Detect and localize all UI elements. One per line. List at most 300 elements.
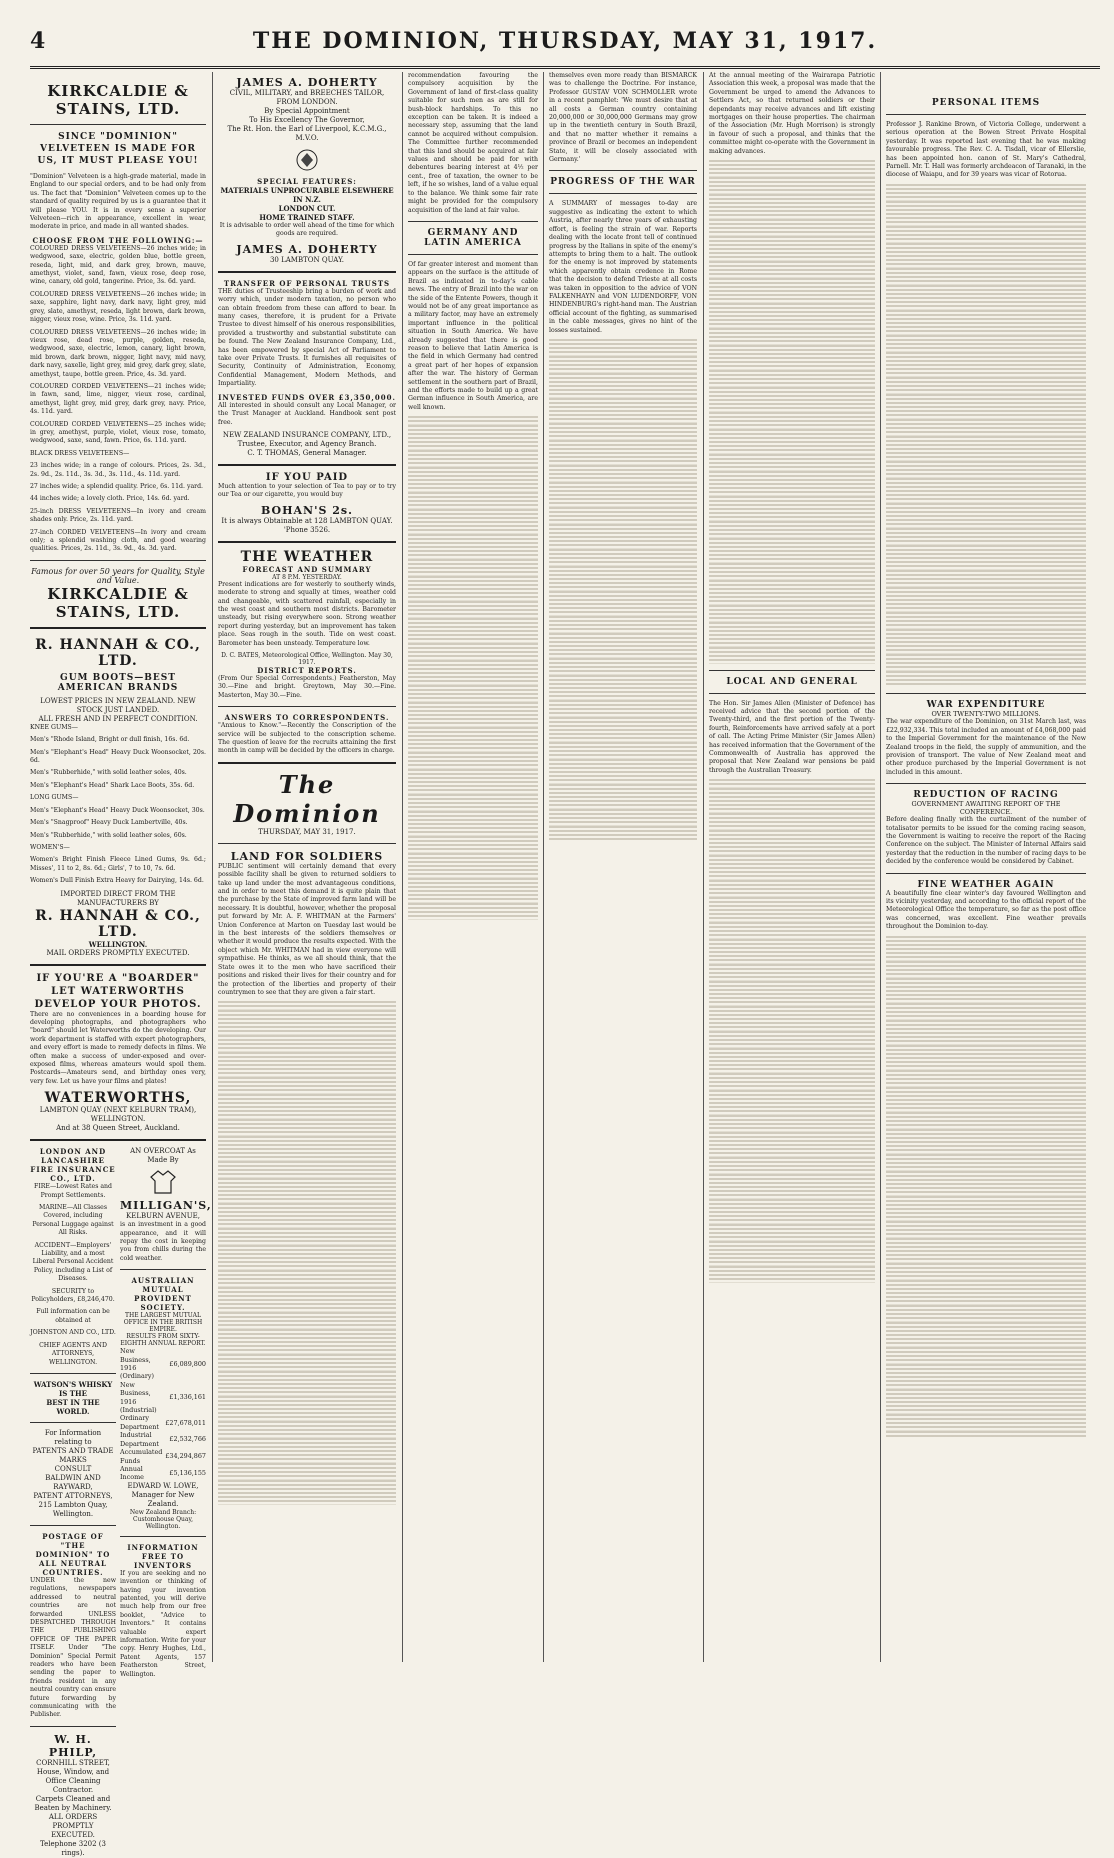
text-line — [709, 294, 875, 302]
text-line — [886, 1414, 1086, 1422]
text-line — [886, 1322, 1086, 1330]
page-number: 4 — [30, 28, 46, 54]
column-rule — [402, 72, 403, 1662]
text-line — [709, 1073, 875, 1081]
text-line — [408, 534, 538, 542]
divider — [886, 693, 1086, 694]
text-line — [549, 775, 697, 783]
text-line — [709, 496, 875, 504]
text-line — [886, 326, 1086, 334]
text-line — [886, 268, 1086, 276]
text-line — [709, 210, 875, 218]
text-line — [408, 458, 538, 466]
local-text: The Hon. Sir James Allen (Minister of Defence) has received advice that the second portion of the Twenty-third, and the first portion of the Twenty-fourth, Reinforcements have arrived safely at a port of call. The Acting Prime Minister (Sir James Allen) has received information that the Government of the Commonwealth of Australia has approved the proposal that New Zealand war pensions be paid through the Australian Treasury. — [709, 699, 875, 774]
text-line — [709, 185, 875, 193]
text-line — [709, 278, 875, 286]
text-line — [709, 202, 875, 210]
text-line — [218, 1471, 396, 1479]
district-title: DISTRICT REPORTS. — [257, 665, 357, 675]
text-line — [886, 301, 1086, 309]
masthead — [30, 24, 1100, 69]
text-line — [218, 1136, 396, 1144]
article-continuation — [886, 936, 1086, 1439]
text-line — [886, 978, 1086, 986]
text-line — [218, 1119, 396, 1127]
text-line — [549, 515, 697, 523]
kirkcaldie-item: 23 inches wide; in a range of colours. Prices, 2s. 3d., 2s. 9d., 2s. 11d., 3s. 3d., 3s. 11d., 4s. 11d. yard. — [30, 462, 206, 478]
expenditure-text: The war expenditure of the Dominion, on 31st March last, was £22,932,334. This total included an amount of £4,068,000 paid to the Imperial Government for the maintenance of the New Zealand troops in the field, the supply of ammunition, and the provision of transport. The value of New Zealand meat and other produce purchased by the Imperial Government is not included in this amount. — [886, 718, 1086, 776]
text-line — [408, 450, 538, 458]
racing-subtitle: GOVERNMENT AWAITING REPORT OF THE CONFERENCE. — [911, 800, 1061, 817]
text-line — [886, 1078, 1086, 1086]
hannah-item: Men's "Rhode Island, Bright or dull finish, 16s. 6d. — [30, 736, 190, 744]
text-line — [549, 507, 697, 515]
weather-title: THE WEATHER — [240, 548, 374, 565]
text-line — [886, 1003, 1086, 1011]
text-line — [709, 345, 875, 353]
text-line — [549, 834, 697, 842]
text-line — [549, 826, 697, 834]
text-line — [886, 1204, 1086, 1212]
text-line — [886, 961, 1086, 969]
text-line — [408, 853, 538, 861]
text-line — [886, 587, 1086, 595]
text-line — [886, 394, 1086, 402]
text-line — [886, 251, 1086, 259]
text-line — [218, 1211, 396, 1219]
page-title: THE DOMINION, THURSDAY, MAY 31, 1917. — [252, 28, 878, 54]
text-line — [408, 836, 538, 844]
kirkcaldie-item-list — [30, 245, 206, 554]
text-line — [886, 1171, 1086, 1179]
text-line — [886, 1397, 1086, 1405]
text-line — [549, 364, 697, 372]
text-line — [886, 217, 1086, 225]
text-line — [886, 1028, 1086, 1036]
fine-weather-text: A beautifully fine clear winter's day favoured Wellington and its vicinity yesterday, and according to the official report of the Meteorological Office the temperature, so far as the post office was concerned, was excellent. Fine weather prevails throughout the Dominion to-day. — [886, 889, 1086, 931]
expenditure-title: WAR EXPENDITURE — [926, 700, 1046, 711]
hannah-item: Men's "Elephant's Head" Shark Lace Boots, 35s. 6d. — [30, 781, 195, 789]
text-line — [709, 554, 875, 562]
philp-title: W. H. PHILP, — [48, 1732, 98, 1759]
text-line — [709, 1098, 875, 1106]
col5-cont-text: At the annual meeting of the Wairarapa Patriotic Association this week, a proposal was made that the Government be urged to amend the Advances to Settlers Act, so that returned soldiers or their dependants may receive advances and lift existing mortgages on their house properties. The chairman of the Association (Mr. Hugh Morrison) is strongly in favour of such a proposal, and thinks that the committee might co-operate with the Government in making advances. — [709, 72, 875, 155]
kirkcaldie-title-footer: KIRKCALDIE & STAINS, LTD. — [47, 584, 189, 621]
text-line — [408, 601, 538, 609]
postage-title: POSTAGE OF "THE DOMINION" TO ALL NEUTRAL COUNTRIES. — [35, 1531, 111, 1577]
text-line — [549, 414, 697, 422]
text-line — [886, 461, 1086, 469]
amp-row — [120, 1465, 206, 1482]
watson-lines — [30, 1380, 116, 1416]
bohan-address: It is always Obtainable at 128 LAMBTON QUAY. 'Phone 3526. — [221, 516, 393, 534]
divider — [886, 873, 1086, 874]
progress-title: PROGRESS OF THE WAR — [550, 177, 696, 188]
text-line — [218, 1371, 396, 1379]
text-line — [709, 596, 875, 604]
text-line — [709, 964, 875, 972]
text-line — [709, 1190, 875, 1198]
text-line — [408, 685, 538, 693]
text-line — [709, 1266, 875, 1274]
philp-line: Carpets Cleaned and Beaten by Machinery. — [34, 1794, 112, 1812]
text-line — [886, 1087, 1086, 1095]
text-line — [709, 429, 875, 437]
london-lancashire-lines — [30, 1183, 116, 1367]
text-line — [218, 1412, 396, 1420]
text-line — [886, 444, 1086, 452]
text-line — [709, 471, 875, 479]
column-3 — [408, 72, 538, 1662]
text-line — [218, 1094, 396, 1102]
text-line — [886, 1305, 1086, 1313]
doherty-line: By Special Appointment — [264, 107, 350, 115]
text-line — [886, 1120, 1086, 1128]
text-line — [709, 387, 875, 395]
london-lancashire-title: LONDON AND LANCASHIRE FIRE INSURANCE CO., LTD. — [30, 1147, 116, 1184]
text-line — [886, 201, 1086, 209]
text-line — [886, 1212, 1086, 1220]
text-line — [886, 1364, 1086, 1372]
amp-subtitle: THE LARGEST MUTUAL OFFICE IN THE BRITISH EMPIRE. — [123, 1312, 203, 1334]
text-line — [709, 871, 875, 879]
divider — [30, 124, 206, 125]
text-line — [709, 1115, 875, 1123]
text-line — [218, 1060, 396, 1068]
text-line — [709, 328, 875, 336]
inventors-text: If you are seeking and no invention or thinking of having your invention patented, you will derive much help from our free booklet, "Advice to Inventors." It contains valuable expert information. Write for your copy. Henry Hughes, Ltd., Patent Agents, 157 Featherston Street, Wellington. — [120, 1569, 206, 1678]
amp-row-label: New Business, 1916 (Ordinary) — [120, 1347, 155, 1381]
trust-text: THE duties of Trusteeship bring a burden of work and worry which, under modern taxation, no person who can obtain freedom from these can afford to bear. In many cases, therefore, it is prudent for a Private Trustee to divest himself of his onerous responsibilities, provided a trustworthy and substantial substitute can be found. The New Zealand Insurance Company, Ltd., has been empowered by special Act of Parliament to take over Private Trusts. It furnishes all requisites of Security, Continuity of Administration, Economy, Confidential Management, Modern Methods, and Impartiality. — [218, 287, 396, 388]
milligan-intro: AN OVERCOAT As Made By — [130, 1147, 196, 1165]
text-line — [408, 769, 538, 777]
text-line — [886, 671, 1086, 679]
london-lancashire-line: JOHNSTON AND CO., LTD. — [30, 1329, 116, 1337]
text-line — [709, 571, 875, 579]
text-line — [218, 1463, 396, 1471]
waterworths-address: LAMBTON QUAY (NEXT KELBURN TRAM), WELLINGTON. — [39, 1106, 197, 1124]
col4-cont-text: themselves even more ready than BISMARCK was to challenge the Doctrine. For instance, Professor GUSTAV VON SCHMOLLER wrote in a recent pamphlet: 'We must desire that at all costs a German country containing 20,000,000 or 30,000,000 Germans may grow up in the twentieth century in South Brazil, and that no matter whether it remains a province of Brazil or becomes an independent State, it will be closely associated with Germany.' — [549, 72, 697, 164]
text-line — [886, 1196, 1086, 1204]
text-line — [218, 1337, 396, 1345]
text-line — [709, 947, 875, 955]
text-line — [886, 234, 1086, 242]
text-line — [709, 1232, 875, 1240]
doherty-line: FROM LONDON. — [276, 98, 338, 106]
text-line — [709, 236, 875, 244]
amp-row — [120, 1448, 206, 1465]
boarder-headline: IF YOU'RE A "BOARDER" LET WATERWORTHS DEVELOP YOUR PHOTOS. — [34, 972, 202, 1010]
text-line — [549, 675, 697, 683]
text-line — [709, 1207, 875, 1215]
text-line — [408, 500, 538, 508]
text-line — [709, 846, 875, 854]
text-line — [886, 952, 1086, 960]
text-line — [886, 352, 1086, 360]
hannah-item: KNEE GUMS— — [30, 723, 78, 731]
london-lancashire-line: CHIEF AGENTS AND ATTORNEYS, WELLINGTON. — [39, 1341, 107, 1366]
postage-text: UNDER the new regulations, newspapers addressed to neutral countries are not forwarded UNLESS DESPATCHED THROUGH THE PUBLISHING OFFICE OF THE PAPER ITSELF. Under "The Dominion" Special Permit readers who have been sending the paper to friends resident in any neutral country can ensure future forwarding by communicating with the Publisher. — [30, 1576, 116, 1719]
text-line — [709, 252, 875, 260]
text-line — [408, 550, 538, 558]
text-line — [886, 1179, 1086, 1187]
text-line — [886, 511, 1086, 519]
text-line — [218, 1152, 396, 1160]
kirkcaldie-famous: Famous for over 50 years for Quality, Style and Value. — [31, 566, 205, 585]
text-line — [218, 1496, 396, 1504]
text-line — [709, 1090, 875, 1098]
text-line — [218, 1438, 396, 1446]
doherty-special: SPECIAL FEATURES: — [257, 177, 357, 186]
text-line — [709, 1174, 875, 1182]
text-line — [709, 630, 875, 638]
text-line — [408, 475, 538, 483]
text-line — [709, 647, 875, 655]
text-line — [709, 838, 875, 846]
text-line — [218, 1010, 396, 1018]
progress-text: A SUMMARY of messages to-day are suggestive as indicating the extent to which Austria, after nearly three years of exhausting effort, is feeling the strain of war. Reports dealing with the locate front tell of continued progress by the Italians in spite of the enemy's attempts to bring them to a halt. The outlook for the enemy is not improved by statements which apparently obtain credence in Rome that the decision to defend Trieste at all costs was taken in opposition to the advice of VON FALKENHAYN and VON LUDENDORFF, VON HINDENBURG's right-hand man. The Austrian official account of the fighting, as summarised in the cable messages, gives no hint of the losses sustained. — [549, 200, 697, 334]
amp-row-label: Industrial Department — [120, 1431, 159, 1448]
text-line — [709, 1249, 875, 1257]
bohan-text: Much attention to your selection of Tea to pay or to try our Tea or our cigarette, you would buy — [218, 482, 396, 499]
text-line — [549, 524, 697, 532]
text-line — [218, 1018, 396, 1026]
hannah-item: WOMEN'S— — [30, 843, 70, 851]
column-2 — [218, 72, 396, 1662]
text-line — [709, 1182, 875, 1190]
text-line — [218, 1169, 396, 1177]
article-continuation — [549, 339, 697, 842]
amp-row-label: Accumulated Funds — [120, 1448, 163, 1465]
text-line — [408, 894, 538, 902]
text-line — [549, 582, 697, 590]
hannah-title-footer: R. HANNAH & CO., LTD. — [35, 907, 201, 940]
text-line — [709, 395, 875, 403]
doherty-address: 30 LAMBTON QUAY. — [269, 255, 345, 264]
text-line — [886, 377, 1086, 385]
text-line — [218, 1127, 396, 1135]
kirkcaldie-item: COLOURED DRESS VELVETEENS—26 inches wide; in saxe, sapphire, light navy, dark navy, light grey, mid grey, slate, amethyst, reseda, light brown, dark brown, nigger, vieux rose, wine. Price, 3s. 11d. yard. — [30, 290, 206, 324]
text-line — [549, 624, 697, 632]
milligan-address: KELBURN AVENUE, — [126, 1212, 200, 1221]
text-line — [408, 693, 538, 701]
text-line — [218, 1219, 396, 1227]
text-line — [709, 1140, 875, 1148]
text-line — [709, 479, 875, 487]
text-line — [709, 487, 875, 495]
divider — [709, 670, 875, 671]
amp-row — [120, 1381, 206, 1415]
doherty-advice: It is advisable to order well ahead of the time for which goods are required. — [219, 222, 395, 238]
text-line — [709, 1081, 875, 1089]
text-line — [886, 1380, 1086, 1388]
weather-text: Present indications are for westerly to southerly winds, moderate to strong and squally at times, weather cold and changeable, with scattered rainfall, especially in the west coast and southern most districts. Barometer unsteady, but rising everywhere soon. Strong weather report during yesterday, but an improvement has taken place. Seas rough in the south. Tide on west coast. Barometer has been unsteady. Temperature low. — [218, 580, 396, 647]
text-line — [709, 1215, 875, 1223]
text-line — [408, 802, 538, 810]
text-line — [709, 922, 875, 930]
text-line — [218, 1270, 396, 1278]
text-line — [709, 194, 875, 202]
divider — [709, 693, 875, 694]
text-line — [549, 356, 697, 364]
divider — [30, 1422, 116, 1423]
text-line — [408, 416, 538, 424]
text-line — [218, 1228, 396, 1236]
text-line — [709, 821, 875, 829]
london-lancashire-line: MARINE—All Classes Covered, including Personal Luggage against All Risks. — [32, 1204, 114, 1237]
text-line — [886, 360, 1086, 368]
text-line — [549, 456, 697, 464]
text-line — [709, 880, 875, 888]
amp-row — [120, 1414, 206, 1431]
text-line — [549, 373, 697, 381]
text-line — [549, 398, 697, 406]
text-line — [549, 641, 697, 649]
trust-funds: INVESTED FUNDS OVER £3,350,000. — [218, 392, 396, 402]
text-line — [218, 1085, 396, 1093]
article-continuation — [709, 160, 875, 663]
text-line — [886, 1103, 1086, 1111]
text-line — [886, 192, 1086, 200]
text-line — [709, 1199, 875, 1207]
hannah-location: WELLINGTON. — [88, 939, 148, 949]
text-line — [408, 559, 538, 567]
text-line — [709, 1064, 875, 1072]
text-line — [886, 637, 1086, 645]
column-rule — [212, 72, 213, 1662]
text-line — [709, 804, 875, 812]
text-line — [709, 420, 875, 428]
text-line — [709, 813, 875, 821]
divider — [408, 254, 538, 255]
text-line — [549, 381, 697, 389]
text-line — [218, 1488, 396, 1496]
text-line — [886, 1162, 1086, 1170]
latin-text: Of far greater interest and moment than appears on the surface is the attitude of Brazil as indicated in to-day's cable news. The entry of Brazil into the war on the side of the Entente Powers, though it would not be of any great importance as a military factor, may have an extremely important influence in the political situation in South America. We have already suggested that there is good reason to believe that Latin America is the field in which Germany had centred a great part of her hopes of expansion after the war. The history of German settlement in the southern part of Brazil, and the efforts made to build up a great German influence in South America, are well known. — [408, 260, 538, 411]
text-line — [886, 1271, 1086, 1279]
lower-ad-block — [30, 1147, 212, 1858]
patents-line: CONSULT — [54, 1464, 92, 1473]
london-lancashire-line: FIRE—Lowest Rates and Prompt Settlements. — [34, 1183, 112, 1199]
amp-results: RESULTS FROM SIXTY-EIGHTH ANNUAL REPORT. — [120, 1333, 206, 1348]
land-title: LAND FOR SOLDIERS — [230, 849, 384, 863]
text-line — [886, 318, 1086, 326]
text-line — [549, 448, 697, 456]
text-line — [408, 710, 538, 718]
trust-title: TRANSFER OF PERSONAL TRUSTS — [223, 278, 391, 288]
text-line — [549, 498, 697, 506]
divider — [218, 762, 396, 764]
text-line — [709, 913, 875, 921]
article-continuation — [218, 1001, 396, 1504]
text-line — [886, 1355, 1086, 1363]
text-line — [886, 1145, 1086, 1153]
text-line — [218, 1052, 396, 1060]
text-line — [218, 1278, 396, 1286]
text-line — [408, 743, 538, 751]
land-text: PUBLIC sentiment will certainly demand that every possible facility shall be given to returned soldiers to take up land under the most advantageous conditions, and in order to meet this demand it is quite plain that the purchase by the State of improved farm land will be necessary. It is doubtful, however, whether the proposal put forward by Mr. A. F. WHITMAN at the Farmers' Union Conference at Marton on Tuesday last would be in the best interests of the soldiers themselves or whether it would produce the results expected. With the object which Mr. WHITMAN had in view everyone will sympathise. He thinks, as we all should think, that the State owes it to the men who have sacrificed their positions and risked their lives for their country and for the protection of the liberties and property of their countrymen to see that they are given a fair start. — [218, 862, 396, 996]
text-line — [709, 168, 875, 176]
kirkcaldie-headline: SINCE "DOMINION" VELVETEEN IS MADE FOR US, IT MUST PLEASE YOU! — [37, 132, 199, 166]
text-line — [408, 592, 538, 600]
divider — [218, 464, 396, 466]
text-line — [709, 504, 875, 512]
text-line — [408, 441, 538, 449]
doherty-features — [218, 186, 396, 222]
text-line — [549, 658, 697, 666]
text-line — [709, 353, 875, 361]
text-line — [886, 629, 1086, 637]
amp-address: New Zealand Branch: Customhouse Quay, Wellington. — [129, 1508, 197, 1530]
text-line — [886, 1137, 1086, 1145]
col3-cont-text: recommendation favouring the compulsory acquisition by the Government of land of first-class quality suitable for such men as are still for bush-block hardships. To this no exception can be taken. It is indeed a necessary step, assuming that the land cannot be acquired without compulsion. The Committee further recommended that this land should be acquired at fair values and should be paid for with debentures bearing interest at 4½ per cent., free of taxation, the owner to be left, if he so wishes, land of a value equal to the balance. We think some fair rate might be provided for the compulsory acquisition of the land at fair value. — [408, 72, 538, 214]
text-line — [886, 1296, 1086, 1304]
philp-lines — [30, 1759, 116, 1858]
text-line — [549, 591, 697, 599]
text-line — [408, 467, 538, 475]
text-line — [408, 760, 538, 768]
text-line — [709, 788, 875, 796]
text-line — [886, 478, 1086, 486]
text-line — [218, 1329, 396, 1337]
amp-row-value: £34,294,867 — [165, 1452, 206, 1461]
text-line — [218, 1446, 396, 1454]
text-line — [886, 612, 1086, 620]
text-line — [408, 525, 538, 533]
text-line — [886, 645, 1086, 653]
text-line — [218, 1043, 396, 1051]
trust-company: NEW ZEALAND INSURANCE COMPANY, LTD., — [222, 430, 392, 439]
london-lancashire-line: SECURITY to Policyholders, £8,246,470. — [31, 1287, 115, 1304]
dominion-date: THURSDAY, MAY 31, 1917. — [258, 827, 356, 836]
text-line — [709, 269, 875, 277]
divider — [218, 843, 396, 844]
text-line — [886, 1095, 1086, 1103]
doherty-lines — [218, 89, 396, 143]
text-line — [886, 1112, 1086, 1120]
text-line — [549, 549, 697, 557]
text-line — [408, 618, 538, 626]
text-line — [709, 261, 875, 269]
text-line — [218, 1253, 396, 1261]
column-rule — [543, 72, 544, 1662]
text-line — [549, 683, 697, 691]
text-line — [886, 1280, 1086, 1288]
hannah-item: Men's "Rubberhide," with solid leather soles, 40s. — [30, 769, 187, 777]
latin-title: GERMANY AND LATIN AMERICA — [424, 227, 522, 248]
hannah-item: Women's Dull Finish Extra Heavy for Dairying, 14s. 6d. — [30, 877, 204, 885]
text-line — [709, 454, 875, 462]
text-line — [886, 410, 1086, 418]
text-line — [886, 503, 1086, 511]
text-line — [408, 576, 538, 584]
text-line — [408, 509, 538, 517]
text-line — [709, 1106, 875, 1114]
watson-line: WATSON'S WHISKY — [33, 1379, 113, 1389]
amp-row — [120, 1347, 206, 1381]
text-line — [886, 1288, 1086, 1296]
text-line — [549, 750, 697, 758]
divider — [30, 964, 206, 966]
text-line — [218, 1295, 396, 1303]
text-line — [709, 613, 875, 621]
text-line — [886, 1313, 1086, 1321]
watson-line: BEST IN THE WORLD. — [46, 1397, 100, 1416]
doherty-line: The Rt. Hon. the Earl of Liverpool, K.C.M.G., M.V.O. — [227, 125, 387, 142]
text-line — [218, 1203, 396, 1211]
royal-crest-icon — [293, 147, 321, 173]
text-line — [218, 1396, 396, 1404]
